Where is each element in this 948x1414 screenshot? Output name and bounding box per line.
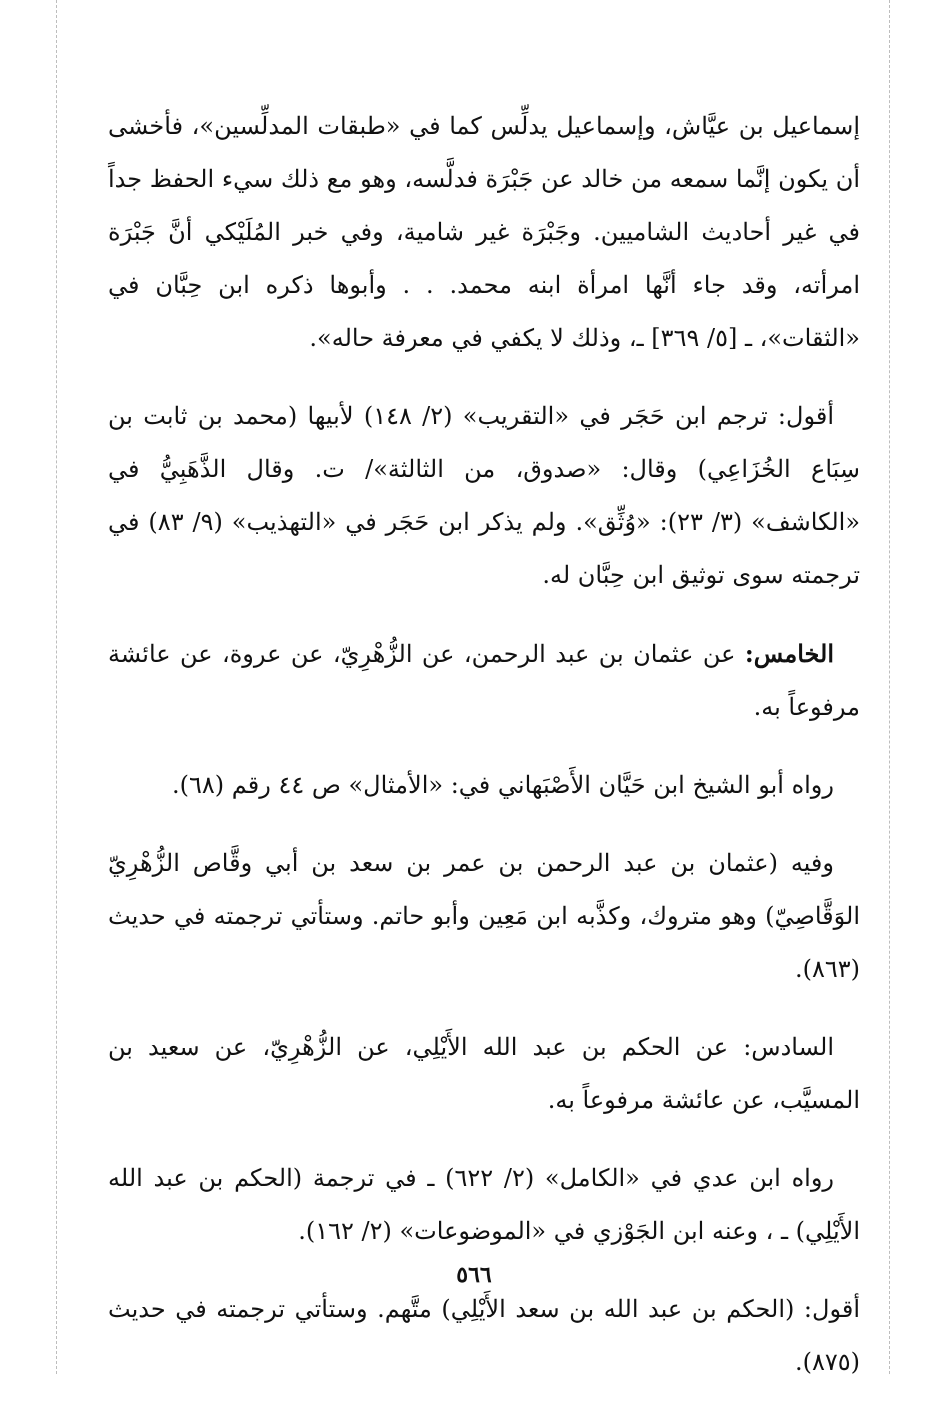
paragraph-6: [108, 1021, 860, 1127]
paragraph-5: [108, 837, 860, 996]
page-body: [108, 100, 860, 1414]
paragraph-1: [108, 100, 860, 365]
section-label-fifth: الخامس:: [744, 639, 834, 668]
paragraph-1-text: إسماعيل بن عيَّاش، وإسماعيل يدلِّس كما في «طبقات المدلِّسين»، فأخشى أن يكون إنَّما سمعه من خالد عن جَبْرَة فدلَّسه، وهو مع ذلك سيء الحفظ جداً في غير أحاديث الشاميين. وجَبْرَة غير شامية، وفي خبر المُلَيْكي أنَّ جَبْرَة امرأته، وقد جاء أنَّها امرأة ابنه محمد. . . وأبوها ذكره ابن حِبَّان في «الثقات»، ـ [٥/ ٣٦٩] ـ، وذلك لا يكفي في معرفة حاله».: [108, 112, 861, 352]
paragraph-7: [108, 1152, 860, 1258]
section-label-sixth: السادس:: [743, 1033, 834, 1061]
paragraph-7-text: رواه ابن عدي في «الكامل» (٢/ ٦٢٢) ـ في ترجمة (الحكم بن عبد الله الأَيْلِي) ـ ، وعنه ابن الجَوْزي في «الموضوعات» (٢/ ١٦٢).: [108, 1164, 860, 1245]
paragraph-5-text: وفيه (عثمان بن عبد الرحمن بن عمر بن سعد بن أبي وقَّاص الزُّهْرِيّ الوَقَّاصِيّ) وهو متروك، وكذَّبه ابن مَعِين وأبو حاتم. وستأتي ترجمته في حديث (٨٦٣).: [108, 849, 860, 983]
paragraph-8: [108, 1283, 860, 1389]
right-margin-rule: [889, 0, 890, 1374]
paragraph-2-text: أقول: ترجم ابن حَجَر في «التقريب» (٢/ ١٤٨) لأبيها (محمد بن ثابت بن سِبَاع الخُزَاعِي) وقال: «صدوق، من الثالثة»/ ت. وقال الذَّهَبِيُّ في «الكاشف» (٣/ ٢٣): «وُثِّق». ولم يذكر ابن حَجَر في «التهذيب» (٩/ ٨٣) في ترجمته سوى توثيق ابن حِبَّان له.: [108, 402, 861, 589]
paragraph-8-text: أقول: (الحكم بن عبد الله بن سعد الأَيْلِي) متَّهم. وستأتي ترجمته في حديث (٨٧٥).: [108, 1295, 860, 1376]
page-number: ٥٦٦: [456, 1262, 492, 1288]
paragraph-4: [108, 759, 860, 812]
left-margin-rule: [56, 0, 57, 1374]
paragraph-6-text: عن الحكم بن عبد الله الأَيْلِي، عن الزُّهْرِيّ، عن سعيد بن المسيَّب، عن عائشة مرفوعاً به.: [108, 1033, 860, 1114]
paragraph-3-text: عن عثمان بن عبد الرحمن، عن الزُّهْرِيّ، عن عروة، عن عائشة مرفوعاً به.: [108, 640, 860, 721]
paragraph-4-text: رواه أبو الشيخ ابن حَيَّان الأَصْبَهاني في: «الأمثال» ص ٤٤ رقم (٦٨).: [172, 771, 834, 799]
paragraph-3: [108, 627, 860, 734]
paragraph-2: [108, 390, 860, 602]
